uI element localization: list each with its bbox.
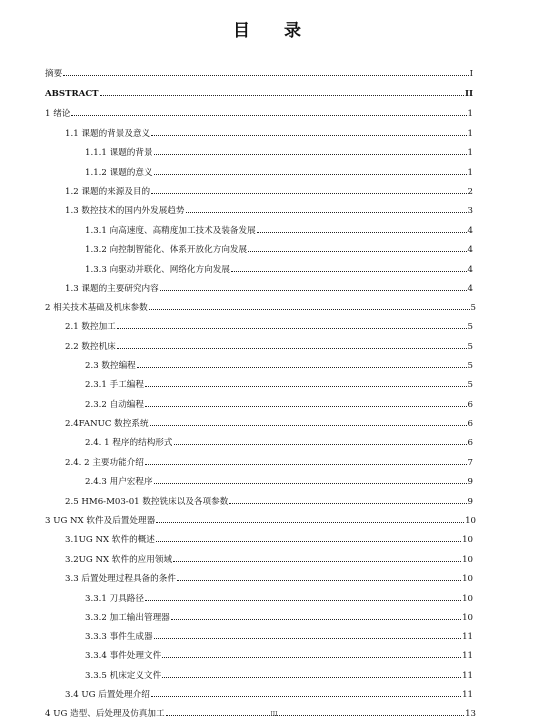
toc-entry-title: 2.2 数控机床 (65, 342, 116, 352)
toc-entry-page: 4 (467, 265, 473, 275)
toc-leader-dots (186, 212, 467, 213)
toc-entry-page: 10 (465, 516, 476, 526)
toc-entry-title: 1.3.2 向控制智能化、体系开放化方向发展 (85, 245, 248, 255)
toc-entry-title: 1.3 数控技术的国内外发展趋势 (65, 206, 185, 216)
toc-entry[interactable] (65, 689, 473, 701)
toc-entry[interactable] (85, 147, 473, 159)
toc-entry-title: 3.2UG NX 软件的应用领域 (65, 555, 173, 565)
toc-entry-page: 5 (467, 322, 473, 332)
toc-leader-dots (160, 290, 467, 291)
toc-entry[interactable] (45, 88, 473, 100)
toc-entry-title: 2.4.3 用户宏程序 (85, 477, 153, 487)
toc-leader-dots (145, 600, 461, 601)
toc-entry-page: 10 (462, 574, 473, 584)
toc-entry[interactable] (85, 631, 473, 643)
toc-entry-page: 3 (467, 206, 473, 216)
toc-entry-page: 11 (462, 651, 473, 661)
toc-entry-title: 4 UG 造型、后处理及仿真加工 (45, 709, 165, 719)
toc-entry[interactable] (65, 554, 473, 566)
toc-entry[interactable] (85, 593, 473, 605)
toc-leader-dots (145, 386, 467, 387)
toc-entry-title: 3.3 后置处理过程具备的条件 (65, 574, 176, 584)
toc-entry-page: 10 (462, 555, 473, 565)
toc-leader-dots (150, 425, 467, 426)
toc-entry-page: 5 (467, 361, 473, 371)
toc-entry[interactable] (85, 244, 473, 256)
toc-entry-page: 1 (467, 148, 473, 158)
toc-entry[interactable] (65, 321, 473, 333)
toc-leader-dots (100, 95, 464, 96)
toc-entry-title: 2.4. 1 程序的结构形式 (85, 438, 173, 448)
toc-leader-dots (117, 348, 467, 349)
toc-leader-dots (149, 309, 470, 310)
toc-leader-dots (151, 135, 466, 136)
toc-entry-title: 3.3.4 事件处理文件 (85, 651, 162, 661)
toc-entry-page: 6 (467, 419, 473, 429)
toc-entry-title: 2.5 HM6-M03-01 数控铣床以及各项参数 (65, 497, 229, 507)
toc-leader-dots (173, 561, 461, 562)
toc-entry[interactable] (65, 205, 473, 217)
toc-leader-dots (162, 657, 461, 658)
toc-entry-title: 2.1 数控加工 (65, 322, 116, 332)
toc-entry-title: 2 相关技术基础及机床参数 (45, 303, 148, 313)
toc-entry[interactable] (85, 399, 473, 411)
toc-entry-page: I (469, 69, 473, 79)
toc-entry-title: 2.3 数控编程 (85, 361, 136, 371)
toc-entry-title: 3.1UG NX 软件的概述 (65, 535, 155, 545)
toc-leader-dots (117, 328, 467, 329)
toc-entry[interactable] (45, 302, 476, 314)
toc-entry-page: 6 (467, 438, 473, 448)
toc-leader-dots (151, 193, 466, 194)
toc-entry-title: ABSTRACT (45, 89, 99, 99)
toc-leader-dots (171, 619, 461, 620)
toc-leader-dots (154, 174, 467, 175)
toc-entry-page: 1 (467, 109, 473, 119)
toc-leader-dots (145, 406, 467, 407)
toc-entry-page: 7 (467, 458, 473, 468)
toc-entry[interactable] (85, 264, 473, 276)
toc-entry[interactable] (65, 418, 473, 430)
toc-entry-title: 2.4FANUC 数控系统 (65, 419, 149, 429)
toc-entry-title: 3.3.1 刀具路径 (85, 594, 144, 604)
toc-leader-dots (231, 271, 467, 272)
toc-entry-title: 2.3.2 自动编程 (85, 400, 144, 410)
toc-entry-page: 10 (462, 594, 473, 604)
toc-entry[interactable] (65, 573, 473, 585)
toc-entry-title: 1.1.1 课题的背景 (85, 148, 153, 158)
toc-entry-page: 11 (462, 632, 473, 642)
toc-leader-dots (63, 75, 468, 76)
toc-entry-title: 摘要 (45, 69, 63, 79)
toc-entry[interactable] (45, 515, 476, 527)
toc-leader-dots (162, 677, 461, 678)
toc-entry-page: 4 (467, 284, 473, 294)
toc-leader-dots (154, 638, 461, 639)
toc-entry-title: 3.3.5 机床定义文件 (85, 671, 162, 681)
toc-entry-title: 1.3.3 向驱动并联化、网络化方向发展 (85, 265, 230, 275)
toc-entry[interactable] (65, 534, 473, 546)
toc-entry-title: 3.3.2 加工输出管理器 (85, 613, 170, 623)
toc-entry-page: 4 (467, 226, 473, 236)
toc-leader-dots (156, 522, 464, 523)
toc-entry-title: 1.3.1 向高速度、高精度加工技术及装备发展 (85, 226, 256, 236)
toc-entry[interactable] (85, 612, 473, 624)
toc-entry[interactable] (85, 476, 473, 488)
toc-entry-page: 5 (470, 303, 476, 313)
toc-entry-page: 10 (462, 613, 473, 623)
page-title: 目 录 (233, 21, 315, 41)
toc-entry[interactable] (65, 457, 473, 469)
toc-entry-title: 1.2 课题的来源及目的 (65, 187, 151, 197)
toc-entry-title: 1.3 课题的主要研究内容 (65, 284, 159, 294)
toc-entry-page: 9 (467, 497, 473, 507)
toc-entry-page: 4 (467, 245, 473, 255)
toc-entry-page: 5 (467, 342, 473, 352)
toc-entry[interactable] (85, 225, 473, 237)
toc-entry-page: 5 (467, 380, 473, 390)
toc-entry-page: 2 (467, 187, 473, 197)
toc-entry[interactable] (45, 68, 473, 80)
toc-entry[interactable] (85, 360, 473, 372)
toc-leader-dots (137, 367, 467, 368)
toc-entry[interactable] (85, 379, 473, 391)
toc-entry-page: II (464, 89, 473, 99)
toc-leader-dots (154, 154, 467, 155)
toc-entry-title: 3 UG NX 软件及后置处理器 (45, 516, 156, 526)
toc-leader-dots (257, 232, 467, 233)
toc-leader-dots (229, 503, 466, 504)
toc-leader-dots (71, 115, 466, 116)
toc-entry[interactable] (85, 167, 473, 179)
toc-entry[interactable] (65, 283, 473, 295)
toc-entry-page: 10 (462, 535, 473, 545)
toc-entry[interactable] (65, 496, 473, 508)
toc-leader-dots (177, 580, 461, 581)
toc-entry[interactable] (45, 108, 473, 120)
toc-entry-title: 1.1.2 课题的意义 (85, 168, 153, 178)
toc-entry-title: 2.3.1 手工编程 (85, 380, 144, 390)
toc-entry-title: 2.4. 2 主要功能介绍 (65, 458, 144, 468)
toc-entry-page: 1 (467, 129, 473, 139)
toc-leader-dots (145, 464, 467, 465)
toc-entry-page: 11 (462, 671, 473, 681)
toc-entry-title: 1 绪论 (45, 109, 71, 119)
toc-leader-dots (156, 541, 461, 542)
toc-leader-dots (248, 251, 466, 252)
toc-entry-page: 9 (467, 477, 473, 487)
toc-entry[interactable] (65, 128, 473, 140)
toc-entry[interactable] (65, 186, 473, 198)
toc-entry-page: 6 (467, 400, 473, 410)
toc-entry-title: 3.4 UG 后置处理介绍 (65, 690, 150, 700)
page-number-footer: III (270, 711, 278, 718)
toc-entry[interactable] (85, 670, 473, 682)
toc-entry[interactable] (85, 437, 473, 449)
toc-leader-dots (174, 444, 467, 445)
toc-entry[interactable] (65, 341, 473, 353)
toc-leader-dots (151, 696, 461, 697)
toc-entry-page: 1 (467, 168, 473, 178)
toc-entry-page: 11 (462, 690, 473, 700)
toc-entry-title: 1.1 课题的背景及意义 (65, 129, 151, 139)
toc-entry-title: 3.3.3 事件生成器 (85, 632, 153, 642)
toc-entry-page: 13 (465, 709, 476, 719)
toc-leader-dots (154, 483, 467, 484)
toc-entry[interactable] (85, 650, 473, 662)
